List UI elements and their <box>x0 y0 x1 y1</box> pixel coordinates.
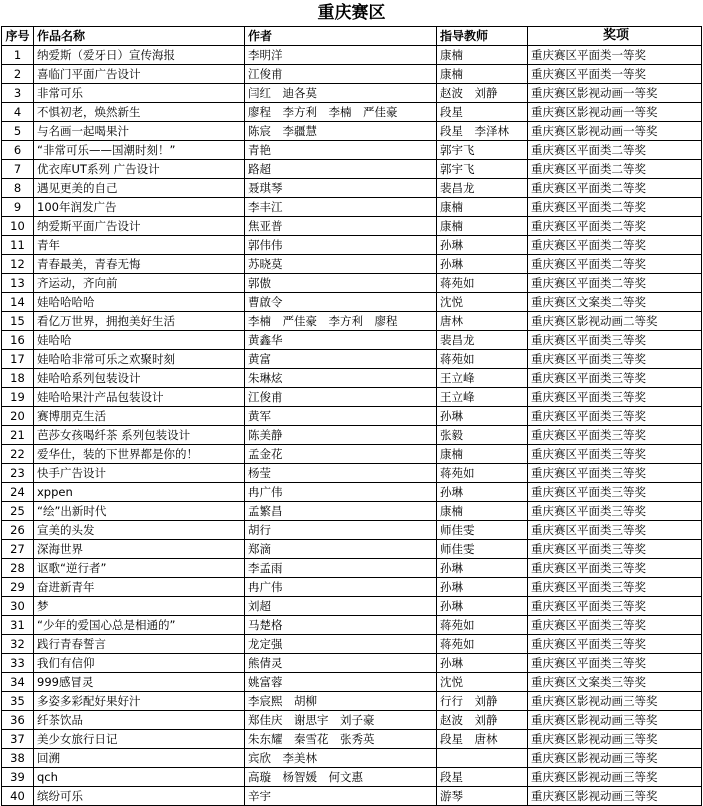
cell-teacher: 段星 <box>437 768 528 787</box>
table-row <box>2 198 702 217</box>
cell-no: 36 <box>2 711 34 730</box>
table-row <box>2 46 702 65</box>
cell-author: 冉广伟 <box>245 483 437 502</box>
cell-no: 33 <box>2 654 34 673</box>
cell-author: 杨莹 <box>245 464 437 483</box>
cell-author: 聂琪琴 <box>245 179 437 198</box>
cell-no: 19 <box>2 388 34 407</box>
cell-author: 高璇 杨智媛 何文惠 <box>245 768 437 787</box>
cell-work: 与名画一起喝果汁 <box>34 122 245 141</box>
cell-teacher: 张毅 <box>437 426 528 445</box>
table-row <box>2 236 702 255</box>
cell-work: 奋进新青年 <box>34 578 245 597</box>
table-row <box>2 673 702 692</box>
cell-teacher: 康楠 <box>437 198 528 217</box>
cell-work: 青年 <box>34 236 245 255</box>
table-row <box>2 293 702 312</box>
cell-work: 娃哈哈非常可乐之欢聚时刻 <box>34 350 245 369</box>
cell-work: 看亿万世界，拥抱美好生活 <box>34 312 245 331</box>
cell-teacher: 唐林 <box>437 312 528 331</box>
cell-award: 重庆赛区影视动画三等奖 <box>528 768 702 787</box>
cell-no: 5 <box>2 122 34 141</box>
cell-teacher: 赵波 刘静 <box>437 84 528 103</box>
cell-no: 29 <box>2 578 34 597</box>
table-row <box>2 350 702 369</box>
cell-teacher: 蒋苑如 <box>437 464 528 483</box>
cell-no: 37 <box>2 730 34 749</box>
cell-no: 23 <box>2 464 34 483</box>
cell-teacher: 段星 李泽林 <box>437 122 528 141</box>
cell-teacher: 蒋苑如 <box>437 350 528 369</box>
cell-no: 40 <box>2 787 34 806</box>
cell-work: xppen <box>34 483 245 502</box>
cell-teacher: 蒋苑如 <box>437 635 528 654</box>
table-row <box>2 84 702 103</box>
table-row <box>2 464 702 483</box>
cell-author: 郑滴 <box>245 540 437 559</box>
cell-author: 龙定强 <box>245 635 437 654</box>
cell-work: “绘”出新时代 <box>34 502 245 521</box>
table-row <box>2 483 702 502</box>
cell-work: 非常可乐 <box>34 84 245 103</box>
cell-award: 重庆赛区影视动画二等奖 <box>528 312 702 331</box>
cell-no: 12 <box>2 255 34 274</box>
table-row <box>2 426 702 445</box>
cell-author: 陈宸 李疆慧 <box>245 122 437 141</box>
cell-award: 重庆赛区平面类二等奖 <box>528 198 702 217</box>
cell-author: 郑佳庆 谢思宇 刘子豪 <box>245 711 437 730</box>
cell-award: 重庆赛区平面类二等奖 <box>528 236 702 255</box>
cell-author: 黄鑫华 <box>245 331 437 350</box>
table-row <box>2 388 702 407</box>
cell-award: 重庆赛区影视动画三等奖 <box>528 692 702 711</box>
table-row <box>2 312 702 331</box>
cell-award: 重庆赛区平面类三等奖 <box>528 350 702 369</box>
cell-teacher: 行行 刘静 <box>437 692 528 711</box>
cell-author: 黄富 <box>245 350 437 369</box>
cell-teacher: 蒋苑如 <box>437 274 528 293</box>
table-row <box>2 749 702 768</box>
cell-no: 3 <box>2 84 34 103</box>
cell-author: 刘超 <box>245 597 437 616</box>
cell-work: 娃哈哈哈哈 <box>34 293 245 312</box>
table-row <box>2 635 702 654</box>
table-row <box>2 578 702 597</box>
cell-award: 重庆赛区平面类三等奖 <box>528 654 702 673</box>
cell-author: 孟金花 <box>245 445 437 464</box>
cell-award: 重庆赛区影视动画三等奖 <box>528 749 702 768</box>
cell-teacher: 赵波 刘静 <box>437 711 528 730</box>
table-row <box>2 711 702 730</box>
table-row <box>2 65 702 84</box>
table-row <box>2 274 702 293</box>
table-row <box>2 768 702 787</box>
cell-author: 青艳 <box>245 141 437 160</box>
cell-teacher: 沈悦 <box>437 673 528 692</box>
cell-teacher: 孙琳 <box>437 578 528 597</box>
cell-award: 重庆赛区平面类三等奖 <box>528 540 702 559</box>
cell-award: 重庆赛区平面类二等奖 <box>528 141 702 160</box>
table-row <box>2 122 702 141</box>
cell-teacher: 孙琳 <box>437 654 528 673</box>
cell-no: 1 <box>2 46 34 65</box>
cell-no: 8 <box>2 179 34 198</box>
cell-teacher: 蒋苑如 <box>437 616 528 635</box>
table-row <box>2 255 702 274</box>
cell-teacher: 郭宇飞 <box>437 141 528 160</box>
cell-author: 李明洋 <box>245 46 437 65</box>
cell-no: 32 <box>2 635 34 654</box>
cell-no: 25 <box>2 502 34 521</box>
cell-no: 7 <box>2 160 34 179</box>
table-row <box>2 654 702 673</box>
cell-author: 马楚格 <box>245 616 437 635</box>
table-row <box>2 445 702 464</box>
cell-author: 姚富蓉 <box>245 673 437 692</box>
cell-award: 重庆赛区平面类二等奖 <box>528 217 702 236</box>
header-row <box>2 27 702 46</box>
cell-award: 重庆赛区平面类二等奖 <box>528 179 702 198</box>
table-row <box>2 502 702 521</box>
cell-work: 纳爱斯平面广告设计 <box>34 217 245 236</box>
cell-no: 4 <box>2 103 34 122</box>
cell-work: 优衣库UT系列 广告设计 <box>34 160 245 179</box>
cell-no: 16 <box>2 331 34 350</box>
cell-author: 苏晓莫 <box>245 255 437 274</box>
table-row <box>2 730 702 749</box>
cell-teacher: 王立峰 <box>437 369 528 388</box>
cell-no: 30 <box>2 597 34 616</box>
header-author: 作者 <box>245 27 437 46</box>
table-row <box>2 160 702 179</box>
cell-no: 17 <box>2 350 34 369</box>
cell-award: 重庆赛区文案类二等奖 <box>528 293 702 312</box>
cell-award: 重庆赛区平面类三等奖 <box>528 597 702 616</box>
cell-no: 27 <box>2 540 34 559</box>
cell-author: 郭伟伟 <box>245 236 437 255</box>
cell-work: 美少女旅行日记 <box>34 730 245 749</box>
cell-no: 13 <box>2 274 34 293</box>
cell-award: 重庆赛区平面类三等奖 <box>528 502 702 521</box>
cell-teacher: 康楠 <box>437 445 528 464</box>
cell-no: 11 <box>2 236 34 255</box>
cell-author: 宾欣 李美林 <box>245 749 437 768</box>
cell-no: 2 <box>2 65 34 84</box>
cell-award: 重庆赛区影视动画三等奖 <box>528 730 702 749</box>
cell-award: 重庆赛区平面类三等奖 <box>528 369 702 388</box>
cell-award: 重庆赛区平面类一等奖 <box>528 65 702 84</box>
cell-work: 我们有信仰 <box>34 654 245 673</box>
cell-teacher: 孙琳 <box>437 597 528 616</box>
table-row <box>2 540 702 559</box>
cell-work: 宣美的头发 <box>34 521 245 540</box>
cell-teacher: 孙琳 <box>437 559 528 578</box>
cell-author: 路超 <box>245 160 437 179</box>
cell-work: “非常可乐——国潮时刻！” <box>34 141 245 160</box>
cell-work: 快手广告设计 <box>34 464 245 483</box>
cell-teacher: 王立峰 <box>437 388 528 407</box>
cell-work: 践行青春誓言 <box>34 635 245 654</box>
table-row <box>2 521 702 540</box>
cell-award: 重庆赛区影视动画一等奖 <box>528 84 702 103</box>
cell-author: 辛宇 <box>245 787 437 806</box>
cell-teacher: 裴昌龙 <box>437 179 528 198</box>
cell-award: 重庆赛区平面类三等奖 <box>528 616 702 635</box>
cell-award: 重庆赛区平面类三等奖 <box>528 521 702 540</box>
cell-author: 胡行 <box>245 521 437 540</box>
table-row <box>2 331 702 350</box>
cell-teacher: 段星 <box>437 103 528 122</box>
cell-no: 22 <box>2 445 34 464</box>
cell-no: 35 <box>2 692 34 711</box>
table-row <box>2 103 702 122</box>
table-row <box>2 559 702 578</box>
cell-teacher: 孙琳 <box>437 407 528 426</box>
cell-teacher: 康楠 <box>437 65 528 84</box>
cell-author: 朱琳炫 <box>245 369 437 388</box>
cell-award: 重庆赛区平面类三等奖 <box>528 578 702 597</box>
cell-no: 38 <box>2 749 34 768</box>
cell-author: 焦亚普 <box>245 217 437 236</box>
cell-work: 青春最美，青春无悔 <box>34 255 245 274</box>
cell-work: qch <box>34 768 245 787</box>
page-title: 重庆赛区 <box>317 3 386 23</box>
header-work: 作品名称 <box>34 27 245 46</box>
cell-author: 闫红 迪各莫 <box>245 84 437 103</box>
cell-work: 娃哈哈 <box>34 331 245 350</box>
cell-work: 赛博朋克生活 <box>34 407 245 426</box>
cell-award: 重庆赛区平面类三等奖 <box>528 426 702 445</box>
cell-work: 喜临门平面广告设计 <box>34 65 245 84</box>
cell-teacher: 康楠 <box>437 46 528 65</box>
cell-award: 重庆赛区平面类三等奖 <box>528 483 702 502</box>
header-award: 奖项 <box>528 27 702 46</box>
table-row <box>2 692 702 711</box>
header-teacher: 指导教师 <box>437 27 528 46</box>
cell-author: 李孟雨 <box>245 559 437 578</box>
cell-work: 纤茶饮品 <box>34 711 245 730</box>
cell-award: 重庆赛区平面类三等奖 <box>528 407 702 426</box>
cell-award: 重庆赛区影视动画一等奖 <box>528 122 702 141</box>
cell-author: 朱东耀 秦雪花 张秀英 <box>245 730 437 749</box>
cell-award: 重庆赛区平面类二等奖 <box>528 274 702 293</box>
cell-award: 重庆赛区平面类二等奖 <box>528 255 702 274</box>
cell-author: 孟繁昌 <box>245 502 437 521</box>
table-row <box>2 217 702 236</box>
cell-no: 39 <box>2 768 34 787</box>
cell-teacher: 游琴 <box>437 787 528 806</box>
cell-work: 娃哈哈系列包装设计 <box>34 369 245 388</box>
cell-work: 遇见更美的自己 <box>34 179 245 198</box>
cell-author: 陈美静 <box>245 426 437 445</box>
table-row <box>2 179 702 198</box>
cell-author: 熊倩灵 <box>245 654 437 673</box>
cell-no: 21 <box>2 426 34 445</box>
cell-award: 重庆赛区平面类三等奖 <box>528 445 702 464</box>
cell-teacher: 康楠 <box>437 217 528 236</box>
cell-award: 重庆赛区影视动画一等奖 <box>528 103 702 122</box>
cell-work: 齐运动，齐向前 <box>34 274 245 293</box>
cell-teacher: 师佳雯 <box>437 521 528 540</box>
cell-work: 多姿多彩配好果好汁 <box>34 692 245 711</box>
cell-no: 6 <box>2 141 34 160</box>
cell-author: 李楠 严佳豪 李方利 廖程 <box>245 312 437 331</box>
table-row <box>2 597 702 616</box>
cell-work: 深海世界 <box>34 540 245 559</box>
cell-teacher: 郭宇飞 <box>437 160 528 179</box>
cell-no: 18 <box>2 369 34 388</box>
header-no: 序号 <box>2 27 34 46</box>
cell-work: 999感冒灵 <box>34 673 245 692</box>
cell-award: 重庆赛区平面类三等奖 <box>528 635 702 654</box>
cell-no: 14 <box>2 293 34 312</box>
cell-award: 重庆赛区影视动画三等奖 <box>528 787 702 806</box>
table-row <box>2 407 702 426</box>
cell-no: 10 <box>2 217 34 236</box>
cell-award: 重庆赛区平面类二等奖 <box>528 160 702 179</box>
cell-no: 15 <box>2 312 34 331</box>
cell-no: 26 <box>2 521 34 540</box>
cell-teacher: 孙琳 <box>437 236 528 255</box>
cell-no: 34 <box>2 673 34 692</box>
cell-author: 江俊甫 <box>245 388 437 407</box>
cell-no: 9 <box>2 198 34 217</box>
cell-work: 梦 <box>34 597 245 616</box>
cell-work: 娃哈哈果汁产品包装设计 <box>34 388 245 407</box>
cell-no: 31 <box>2 616 34 635</box>
cell-work: 讴歌“逆行者” <box>34 559 245 578</box>
cell-teacher: 师佳雯 <box>437 540 528 559</box>
cell-author: 曹啟令 <box>245 293 437 312</box>
cell-teacher: 沈悦 <box>437 293 528 312</box>
cell-author: 郭傲 <box>245 274 437 293</box>
cell-award: 重庆赛区平面类三等奖 <box>528 388 702 407</box>
cell-author: 冉广伟 <box>245 578 437 597</box>
cell-author: 李丰江 <box>245 198 437 217</box>
table-row <box>2 369 702 388</box>
cell-work: 不惧初老，焕然新生 <box>34 103 245 122</box>
cell-author: 李宸熙 胡柳 <box>245 692 437 711</box>
cell-award: 重庆赛区平面类三等奖 <box>528 559 702 578</box>
cell-work: “少年的爱国心总是相通的” <box>34 616 245 635</box>
cell-teacher: 孙琳 <box>437 255 528 274</box>
cell-work: 纳爱斯（爱牙日）宣传海报 <box>34 46 245 65</box>
cell-work: 爱华仕，装的下世界都是你的！ <box>34 445 245 464</box>
cell-author: 黄军 <box>245 407 437 426</box>
cell-award: 重庆赛区影视动画三等奖 <box>528 711 702 730</box>
table-row <box>2 787 702 806</box>
cell-no: 28 <box>2 559 34 578</box>
cell-work: 回溯 <box>34 749 245 768</box>
cell-award: 重庆赛区平面类三等奖 <box>528 331 702 350</box>
cell-author: 江俊甫 <box>245 65 437 84</box>
table-row <box>2 141 702 160</box>
cell-teacher: 裴昌龙 <box>437 331 528 350</box>
cell-work: 芭莎女孩喝纤茶 系列包装设计 <box>34 426 245 445</box>
cell-teacher: 孙琳 <box>437 483 528 502</box>
cell-work: 100年润发广告 <box>34 198 245 217</box>
cell-no: 20 <box>2 407 34 426</box>
cell-teacher: 康楠 <box>437 502 528 521</box>
cell-award: 重庆赛区文案类三等奖 <box>528 673 702 692</box>
cell-author: 廖程 李方利 李楠 严佳豪 <box>245 103 437 122</box>
table-row <box>2 616 702 635</box>
cell-award: 重庆赛区平面类三等奖 <box>528 464 702 483</box>
cell-work: 缤纷可乐 <box>34 787 245 806</box>
award-table <box>1 26 702 806</box>
cell-award: 重庆赛区平面类一等奖 <box>528 46 702 65</box>
cell-teacher: 段星 唐林 <box>437 730 528 749</box>
cell-teacher <box>437 749 528 768</box>
cell-no: 24 <box>2 483 34 502</box>
